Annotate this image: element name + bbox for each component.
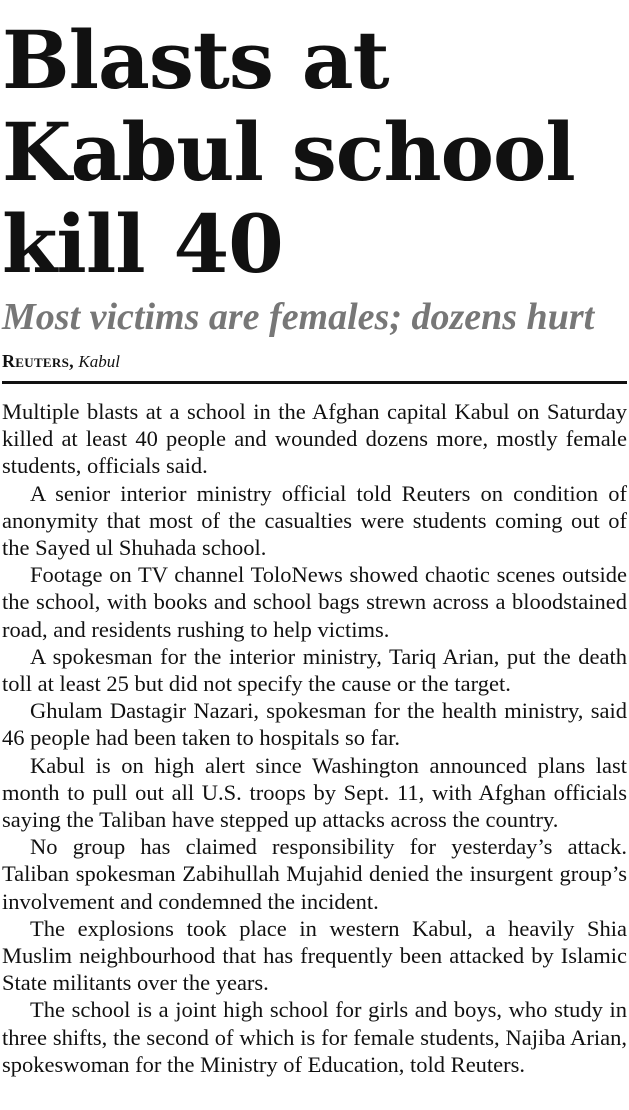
article-paragraph: Kabul is on high alert since Washington announced plans last month to pull out all U.S. troops by Sept. 11, with Afghan officials saying the Taliban have stepped up attacks across the country.: [2, 752, 627, 833]
article-paragraph: No group has claimed responsibility for yesterday’s attack. Taliban spokesman Zabihullah Mujahid denied the insurgent group’s involvement and condemned the incident.: [2, 834, 627, 914]
headline: Blasts at Kabul school kill 40: [2, 13, 575, 291]
article-paragraph: Footage on TV channel ToloNews showed chaotic scenes outside the school, with books and school bags strewn across a bloodstained road, and residents rushing to help victims.: [2, 562, 627, 642]
article-paragraph: Ghulam Dastagir Nazari, spokesman for the health ministry, said 46 people had been taken to hospitals so far.: [2, 698, 627, 751]
byline-agency: Reuters,: [2, 351, 74, 371]
article-paragraph: The school is a joint high school for girls and boys, who study in three shifts, the second of which is for female students, Najiba Arian, spokeswoman for the Ministry of Education, told Reuters.: [2, 997, 627, 1077]
article-paragraph: A spokesman for the interior ministry, Tariq Arian, put the death toll at least 25 but did not specify the cause or the target.: [2, 643, 627, 697]
article-paragraph: The explosions took place in western Kabul, a heavily Shia Muslim neighbourhood that has frequently been attacked by Islamic State militants over the years.: [2, 915, 627, 996]
subheadline: Most victims are females; dozens hurt: [2, 296, 595, 338]
article-paragraph: Multiple blasts at a school in the Afghan capital Kabul on Saturday killed at least 40 people and wounded dozens more, mostly female students, officials said.: [2, 399, 627, 479]
article-paragraph: A senior interior ministry official told Reuters on condition of anonymity that most of the casualties were students coming out of the Sayed ul Shuhada school.: [2, 480, 627, 561]
byline-location: Kabul: [78, 352, 120, 371]
byline: [2, 350, 627, 384]
article-body: [2, 398, 627, 1078]
